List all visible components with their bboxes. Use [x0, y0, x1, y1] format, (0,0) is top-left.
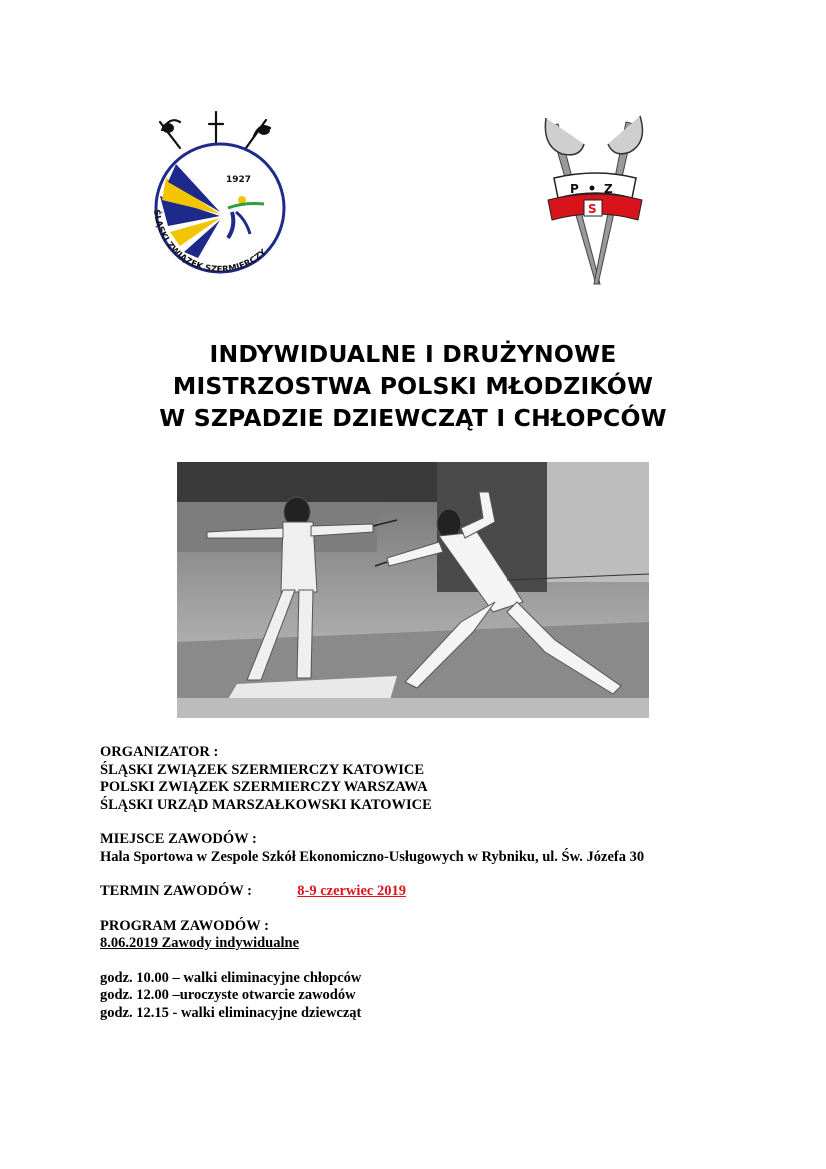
- fencing-photo: [177, 462, 649, 718]
- title-line-3: W SZPADZIE DZIEWCZĄT I CHŁOPCÓW: [159, 404, 667, 432]
- program-item-2: godz. 12.00 –uroczyste otwarcie zawodów: [100, 987, 356, 1003]
- dates-value: 8-9 czerwiec 2019: [297, 883, 406, 899]
- logo-letter-z: Z: [604, 182, 613, 196]
- logo-year: 1927: [226, 175, 252, 185]
- program-item-1: godz. 10.00 – walki eliminacyjne chłopców: [100, 969, 362, 986]
- program-day-label: 8.06.2019 Zawody indywidualne: [100, 935, 300, 951]
- organizer-item-1: ŚLĄSKI ZWIĄZEK SZERMIERCZY KATOWICE: [100, 761, 425, 778]
- logo-letter-p: P: [570, 182, 579, 196]
- dates-row: [100, 883, 800, 901]
- logo-letter-s: S: [588, 202, 597, 216]
- venue-text: Hala Sportowa w Zespole Szkół Ekonomiczno-Usługowych w Rybniku, ul. Św. Józefa 30: [100, 848, 645, 865]
- title-line-1: INDYWIDUALNE I DRUŻYNOWE: [209, 340, 617, 368]
- organizer-item-3: ŚLĄSKI URZĄD MARSZAŁKOWSKI KATOWICE: [100, 796, 432, 813]
- dates-label: TERMIN ZAWODÓW :: [100, 883, 252, 899]
- slaski-zwiazek-logo: [146, 108, 296, 283]
- pzs-logo: [540, 108, 650, 288]
- program-item-3: godz. 12.15 - walki eliminacyjne dziewcząt: [100, 1004, 362, 1021]
- program-heading: PROGRAM ZAWODÓW :: [100, 917, 269, 934]
- event-info: [100, 744, 800, 1022]
- title-line-2: MISTRZOSTWA POLSKI MŁODZIKÓW: [172, 372, 654, 400]
- page-title: [0, 338, 826, 434]
- logo-ring-text: ŚLĄSKI ZWIĄZEK SZERMIERCZY: [151, 209, 269, 276]
- organizer-heading: ORGANIZATOR :: [100, 744, 219, 760]
- organizer-item-2: POLSKI ZWIĄZEK SZERMIERCZY WARSZAWA: [100, 779, 428, 795]
- venue-heading: MIEJSCE ZAWODÓW :: [100, 831, 257, 847]
